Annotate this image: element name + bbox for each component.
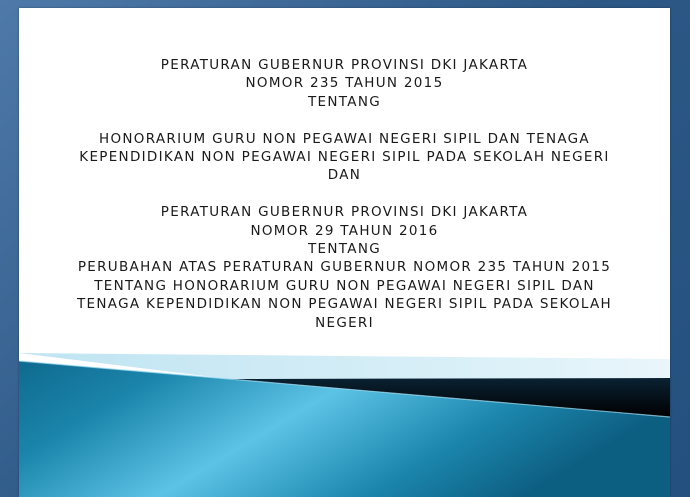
second-subject-line-2: TENTANG HONORARIUM GURU NON PEGAWAI NEGERI SIPIL DAN [94,277,595,294]
first-regulation-line-2: NOMOR 235 TAHUN 2015 [245,75,444,92]
presentation-slide[interactable] [19,8,670,497]
second-subject-line-4: NEGERI [315,314,374,331]
first-subject-line-3: DAN [327,167,362,184]
first-subject-line-2: KEPENDIDIKAN NON PEGAWAI NEGERI SIPIL PADA SEKOLAH NEGERI [79,149,610,166]
wave-decoration [19,8,670,497]
second-subject-line-3: TENAGA KEPENDIDIKAN NON PEGAWAI NEGERI SIPIL PADA SEKOLAH [77,296,612,313]
second-regulation-line-3: TENTANG [308,241,381,258]
first-regulation-line-1: PERATURAN GUBERNUR PROVINSI DKI JAKARTA [160,57,529,73]
second-regulation-line-1: PERATURAN GUBERNUR PROVINSI DKI JAKARTA [160,204,529,221]
first-subject-line-1: HONORARIUM GURU NON PEGAWAI NEGERI SIPIL DAN TENAGA [99,130,590,147]
first-regulation-line-3: TENTANG [308,93,381,110]
second-subject-line-1: PERUBAHAN ATAS PERATURAN GUBERNUR NOMOR 235 TAHUN 2015 [77,259,612,276]
second-regulation-line-2: NOMOR 29 TAHUN 2016 [250,222,439,239]
